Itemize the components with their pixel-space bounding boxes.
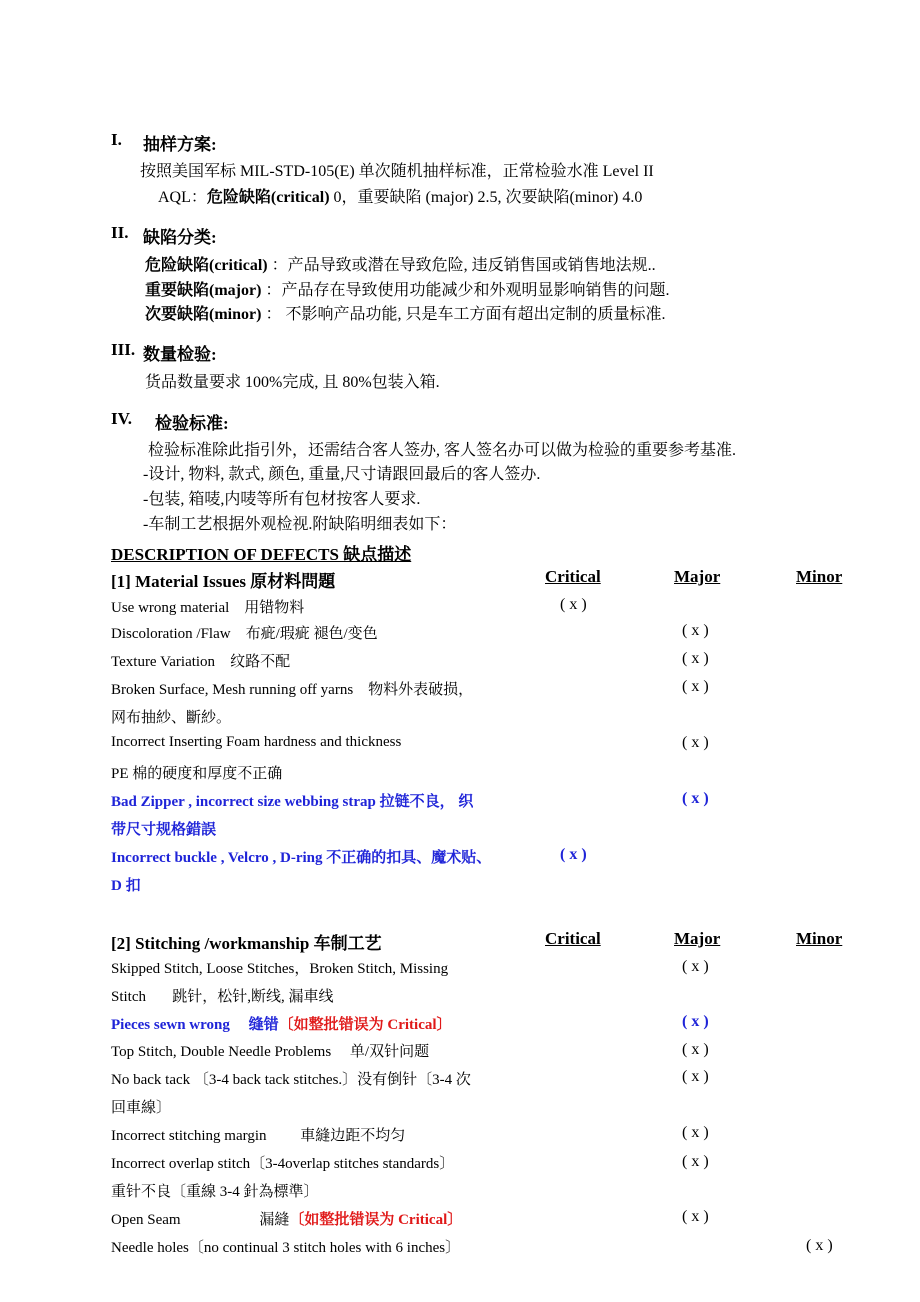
defect-item [111,622,378,643]
critical-mark: ( x ) [560,846,587,863]
inspection-standard-line: -设计, 物料, 款式, 颜色, 重量,尺寸请跟回最后的客人签办. [143,466,541,483]
defect-item [111,650,290,671]
aql-label: AQL： [158,189,207,206]
section-4-title: 检验标准: [155,414,229,433]
section-1-title: 抽样方案: [143,135,217,154]
defect-en: Top Stitch, Double Needle Problems [111,1044,332,1060]
defect-item: Incorrect overlap stitch〔3-4overlap stitches standards〕 [111,1156,455,1172]
defect-en: Discoloration /Flaw [111,626,231,642]
defect-zh: 单/双针问题 [349,1044,430,1060]
sampling-standard-line: 按照美国军标 MIL-STD-105(E) 单次随机抽样标准，正常检验水准 Level II [140,163,654,180]
defect-item: Skipped Stitch, Loose Stitches，Broken Stitch, Missing [111,961,449,977]
defect-class-minor [145,301,665,324]
defect-en: Stitch [111,989,147,1005]
section-4-number: IV. [111,409,132,428]
major-mark: ( x ) [682,622,709,639]
major-mark: ( x ) [682,1208,709,1225]
defect-item: Needle holes〔no continual 3 stitch holes with 6 inches〕 [111,1240,461,1256]
defect-class-text: 不影响产品功能, 只是车工方面有超出定制的质量标准. [281,306,666,323]
section-2-number: II. [111,223,129,242]
defect-en: Texture Variation [111,654,216,670]
column-major: Major [674,567,721,586]
defect-item: Incorrect buckle , Velcro , D-ring 不正确的扣具、魔术贴、 [111,850,492,866]
quantity-requirement: 货品数量要求 100%完成, 且 80%包装入箱. [145,374,440,391]
inspection-standard-line: 检验标准除此指引外，还需结合客人签办, 客人签名办可以做为检验的重要参考基准. [148,442,737,459]
major-mark: ( x ) [682,1041,709,1058]
defect-item [111,596,304,617]
column-critical: Critical [545,567,601,586]
major-mark: ( x ) [682,734,709,751]
critical-mark: ( x ) [560,596,587,613]
defect-item-cont: PE 棉的硬度和厚度不正确 [111,766,283,782]
defect-class-text: 产品导致或潜在导致危险, 违反销售国或销售地法规.. [287,257,656,274]
inspection-standard-line: -车制工艺根据外观检视.附缺陷明细表如下： [143,516,457,533]
defect-note: 〔如整批错误为 Critical〕 [289,1212,463,1228]
minor-mark: ( x ) [806,1237,833,1254]
column-minor: Minor [796,929,843,948]
defect-class-label: 重要缺陷(major) [145,282,262,299]
major-mark: ( x ) [682,958,709,975]
defect-item [111,1040,429,1061]
defect-zh: 纹路不配 [230,654,291,670]
aql-values: 0，重要缺陷 (major) 2.5, 次要缺陷(minor) 4.0 [329,189,643,206]
defect-class-text: 产品存在导致使用功能减少和外观明显影响销售的问题. [281,282,670,299]
defect-en: Pieces sewn wrong [111,1017,230,1033]
defects-title: DESCRIPTION OF DEFECTS 缺点描述 [111,545,412,564]
major-mark: ( x ) [682,650,709,667]
defect-class-label: 次要缺陷(minor) [145,306,262,323]
defect-item-cont: 重针不良〔重線 3-4 針為標準〕 [111,1184,319,1200]
defect-item-cont: D 扣 [111,878,141,894]
group-2-title: [2] Stitching /workmanship 车制工艺 [111,934,382,953]
defect-item-cont [111,985,334,1006]
major-mark: ( x ) [682,1068,709,1085]
defect-item-cont: 网布抽紗、斷紗。 [111,710,232,726]
defect-en: Incorrect stitching margin [111,1128,267,1144]
defect-item: No back tack 〔3-4 back tack stitches.〕没有倒针〔3-4 次 [111,1072,471,1088]
defect-item [111,1013,452,1034]
defect-en: Broken Surface, Mesh running off yarns [111,682,354,698]
major-mark: ( x ) [682,1153,709,1170]
defect-class-label: 危险缺陷(critical) [145,257,268,274]
section-1-number: I. [111,130,122,149]
defect-zh: 用错物料 [244,600,305,616]
defect-zh: 跳针，松针,断线, 漏車线 [172,989,334,1005]
defect-class-major [145,277,669,300]
defect-item [111,1208,462,1229]
inspection-standard-line: -包装, 箱唛,内唛等所有包材按客人要求. [143,491,421,508]
major-mark: ( x ) [682,1124,709,1141]
defect-zh: 布疵/瑕疵 褪色/变色 [245,626,378,642]
defect-note: 〔如整批错误为 Critical〕 [278,1017,452,1033]
defect-item-cont: 回車線〕 [111,1100,172,1116]
defect-item [111,1124,405,1145]
defect-en: Use wrong material [111,600,230,616]
aql-critical-label: 危险缺陷(critical) [206,189,330,206]
defect-class-sep: ： [261,282,282,299]
major-mark: ( x ) [682,678,709,695]
defect-zh: 車縫边距不均匀 [300,1128,406,1144]
major-mark: ( x ) [682,790,709,807]
defect-item [111,678,473,699]
defect-item: Bad Zipper , incorrect size webbing strap 拉链不良， 织 [111,794,474,810]
column-critical: Critical [545,929,601,948]
defect-item-cont: 带尺寸规格錯誤 [111,822,217,838]
column-minor: Minor [796,567,843,586]
aql-line [158,184,642,207]
section-3-number: III. [111,340,136,359]
defect-class-critical [145,252,656,275]
defect-zh: 漏縫 [259,1212,290,1228]
defect-en: Open Seam [111,1212,181,1228]
defect-zh: 缝错 [248,1017,279,1033]
defect-class-sep: ： [267,257,288,274]
column-major: Major [674,929,721,948]
defect-class-sep: ： [261,306,282,323]
section-3-title: 数量检验: [143,345,217,364]
group-1-title: [1] Material Issues 原材料問題 [111,572,336,591]
major-mark: ( x ) [682,1013,709,1030]
defect-item: Incorrect Inserting Foam hardness and thickness [111,734,402,750]
section-2-title: 缺陷分类: [143,228,217,247]
defect-zh: 物料外表破损， [368,682,474,698]
